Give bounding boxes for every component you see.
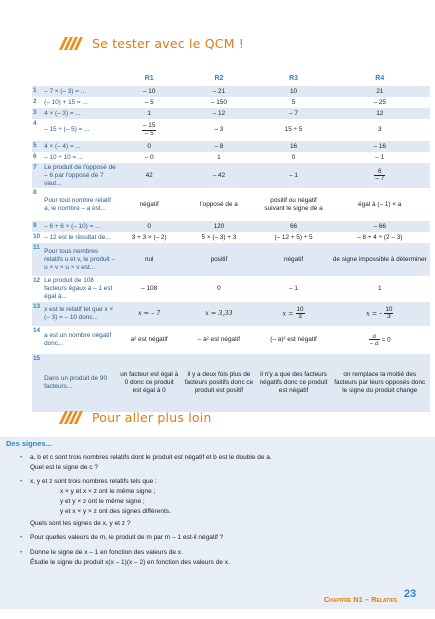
answer-r4: 1 — [377, 285, 382, 293]
question-number: 12 — [33, 277, 41, 285]
answer-r1: – 0 — [144, 153, 154, 161]
answer-r3: 15 ÷ 5 — [284, 126, 303, 134]
table-row — [32, 302, 430, 326]
list-item — [20, 533, 420, 543]
fraction-numerator: – 15 — [142, 122, 156, 130]
answer-suffix: = 0 — [381, 336, 391, 344]
table-row — [32, 141, 430, 152]
question-number: 15 — [32, 354, 42, 412]
answer-r2: – 42 — [180, 163, 257, 188]
fraction-denominator: 3 — [298, 313, 302, 321]
fraction — [374, 169, 385, 183]
list-item-text: • x, y et z sont trois nombres relatifs tels que : — [30, 478, 157, 486]
fraction-denominator: – 5 — [144, 129, 154, 137]
question-number: 9 — [32, 221, 42, 232]
question-text: – 6 + 6 × (– 10) = ... — [42, 221, 118, 232]
list-item — [20, 477, 420, 529]
question-text: Pour tout nombre relatif a, le nombre – a est... — [44, 197, 111, 212]
answer-r3: 0 — [291, 153, 296, 161]
question-text: – 10 ÷ 10 = ... — [44, 153, 84, 161]
table-row — [32, 86, 430, 97]
list-item-text: • Pour quelles valeurs de m, le produit de m par m – 1 est-il négatif ? — [30, 534, 224, 542]
question-text: 4 × (– 4) = ... — [42, 141, 118, 152]
table-row — [32, 243, 430, 276]
answer-r2: 1 — [217, 153, 221, 161]
header-r3: R3 — [289, 74, 299, 82]
answer-r1: 1 — [118, 108, 180, 119]
answer-r2: 0 — [217, 285, 221, 293]
answer-r2: – 150 — [210, 98, 227, 106]
table-row — [32, 326, 430, 354]
signs-exercise-box — [0, 437, 435, 609]
list-item-text: • a, b et c sont trois nombres relatifs dont le produit est négatif et b est le double de a. — [30, 454, 272, 461]
fraction-numerator: a — [369, 333, 380, 340]
question-number: 6 — [33, 153, 37, 160]
signs-title: Des signes... — [6, 439, 52, 448]
question-text: x est le relatif tel que x × (– 3) = – 10 donc... — [42, 302, 118, 326]
question-text: a est un nombre négatif donc... — [44, 332, 112, 347]
answer-r2: – a² est négatif — [197, 335, 241, 343]
answer-r1: 0 — [118, 221, 180, 232]
answer-r1: – 10 — [118, 86, 180, 97]
fraction-numerator: 10 — [385, 305, 393, 313]
answer-r3: 10 — [258, 86, 330, 97]
answer-prefix: x = – — [366, 309, 385, 318]
chapter-footer: Chapitre N1 – Relatifs — [323, 595, 397, 604]
answer-r2: – 12 — [180, 108, 257, 119]
answer-r3: positif ou négatif suivant le signe de a — [264, 197, 323, 212]
answer-r3: (– a)² est négatif — [270, 335, 317, 343]
question-text: Dans un produit de 90 facteurs... — [42, 354, 118, 412]
header-r2: R2 — [214, 74, 224, 82]
answer-r2: positif — [180, 243, 257, 276]
fraction — [369, 333, 380, 347]
answer-r1: a² est négatif — [130, 335, 168, 343]
answer-r1: négatif — [139, 201, 159, 209]
question-text: (– 10) + 15 = ... — [44, 98, 88, 106]
answer-r3: – 1 — [258, 163, 330, 188]
answer-r4: – 8 + 4 ÷ (2 – 3) — [357, 234, 403, 242]
section1-stripes-icon — [62, 37, 80, 50]
answer-r3: 66 — [258, 221, 330, 232]
answer-r4: égal à (– 1) × a — [358, 201, 402, 209]
answer-r4: – 66 — [330, 221, 431, 232]
answer-r4: on remplace la moitié des facteurs par leurs opposés donc le signe du produit change — [330, 354, 431, 412]
answer-r3: (– 12 + 5) ÷ 5 — [274, 234, 313, 242]
signs-list — [20, 453, 420, 572]
answer-r1: un facteur est égal à 0 donc ce produit est égal à 0 — [118, 354, 180, 412]
answer-r1: 3 + 3 × (– 2) — [131, 234, 167, 242]
answer-prefix: x = — [282, 309, 296, 318]
answer-r3 — [258, 302, 330, 326]
answer-r4 — [330, 326, 431, 354]
table-row — [32, 276, 430, 301]
question-text: – 15 ÷ (– 5) = ... — [44, 126, 90, 134]
table-row — [32, 232, 430, 243]
answer-r3: 16 — [258, 141, 330, 152]
fraction-denominator: 3 — [387, 313, 391, 321]
question-text: – 12 est le résultat de... — [44, 234, 111, 242]
answer-r2: x = 3,33 — [180, 302, 257, 326]
question-number: 10 — [33, 233, 41, 241]
table-row — [32, 97, 430, 108]
table-row — [32, 119, 430, 141]
fraction — [296, 307, 305, 321]
answer-r4 — [330, 302, 431, 326]
answer-r2: l'opposé de a — [200, 201, 238, 209]
question-text: Pour tous nombres relatifs u et v, le produit – u × v × u × v est... — [42, 243, 118, 276]
fraction — [142, 123, 156, 137]
section2-stripes-icon — [62, 411, 80, 424]
list-item — [20, 548, 420, 568]
list-item-text: • Donne le signe de x – 1 en fonction des valeurs de x. — [30, 548, 183, 556]
answer-r1: 0 — [118, 141, 180, 152]
list-item-condition: x × y et x × z ont le même signe ; — [60, 488, 156, 496]
fraction-numerator: 6 — [374, 169, 385, 176]
fraction-denominator: – 7 — [375, 175, 385, 183]
question-number: 3 — [32, 108, 42, 119]
answer-r1: 42 — [118, 163, 180, 188]
question-number: 11 — [32, 243, 42, 276]
question-number: 4 — [33, 120, 37, 127]
fraction-denominator: – a — [369, 339, 379, 348]
answer-r2: 5 × (– 3) + 3 — [201, 234, 237, 242]
table-row — [32, 152, 430, 163]
question-text: – 7 × (– 3) = ... — [42, 86, 118, 97]
question-number: 1 — [32, 86, 42, 97]
page-number: 23 — [403, 588, 417, 600]
list-item-text: Étudie le signe du produit x(x – 1)(x – 2) en fonction des valeurs de x. — [30, 558, 230, 566]
answer-r4: 21 — [330, 86, 431, 97]
answer-r3: 5 — [291, 98, 296, 106]
header-r4: R4 — [375, 74, 385, 82]
answer-r3: – 1 — [289, 285, 298, 293]
question-number: 7 — [32, 163, 42, 188]
question-text: Le produit de l'opposé de – 6 par l'opposé de 7 vaut... — [42, 163, 118, 188]
question-text: Le produit de 108 facteurs égaux à – 1 est égal à... — [44, 277, 113, 301]
answer-r1: – 5 — [144, 98, 154, 106]
answer-r2: il y a deux fois plus de facteurs positifs donc ce produit est positif — [180, 354, 257, 412]
answer-r4: – 16 — [330, 141, 431, 152]
list-item-text: Quel est le signe de c ? — [30, 464, 98, 472]
answer-r3: il n'y a que des facteurs négatifs donc ce produit est négatif — [258, 354, 330, 412]
answer-r2: – 8 — [180, 141, 257, 152]
answer-r4: – 1 — [375, 153, 385, 161]
question-number: 8 — [33, 189, 37, 197]
header-r1: R1 — [144, 74, 154, 82]
list-item-condition: y et x × y × z ont des signes différents. — [60, 508, 171, 516]
table-row — [32, 163, 430, 188]
table-row — [32, 354, 430, 412]
question-number: 5 — [32, 141, 42, 152]
answer-r2: – 3 — [214, 126, 224, 134]
answer-r4 — [330, 163, 431, 188]
answer-r3: – 7 — [258, 108, 330, 119]
list-item-condition: y et y × z ont le même signe ; — [60, 498, 145, 506]
list-item — [20, 453, 420, 473]
answer-r1: nul — [118, 243, 180, 276]
answer-r4: 3 — [377, 126, 382, 134]
fraction — [384, 307, 393, 321]
answer-r4: 12 — [330, 108, 431, 119]
question-number: 2 — [33, 98, 37, 105]
table-row — [32, 108, 430, 119]
question-text: 4 × (– 3) = ... — [42, 108, 118, 119]
qcm-table — [32, 72, 430, 412]
question-number: 13 — [32, 302, 42, 326]
answer-r1: x = – 7 — [118, 302, 180, 326]
list-item-text: Quels sont les signes de x, y et z ? — [30, 520, 131, 528]
answer-r2: – 21 — [180, 86, 257, 97]
section1-title: Se tester avec le QCM ! — [92, 36, 245, 51]
fraction-numerator: 10 — [296, 305, 304, 313]
question-number: 14 — [33, 326, 41, 334]
answer-r2: 120 — [180, 221, 257, 232]
answer-r1 — [118, 119, 180, 141]
answer-r3: négatif — [258, 243, 330, 276]
table-row — [32, 221, 430, 232]
answer-r1: – 108 — [141, 285, 158, 293]
answer-r4: – 25 — [373, 98, 386, 106]
table-row — [32, 188, 430, 221]
answer-r4: de signe impossible à déterminer — [330, 243, 431, 276]
qcm-header-row — [32, 72, 430, 86]
section2-title: Pour aller plus loin — [92, 410, 212, 425]
